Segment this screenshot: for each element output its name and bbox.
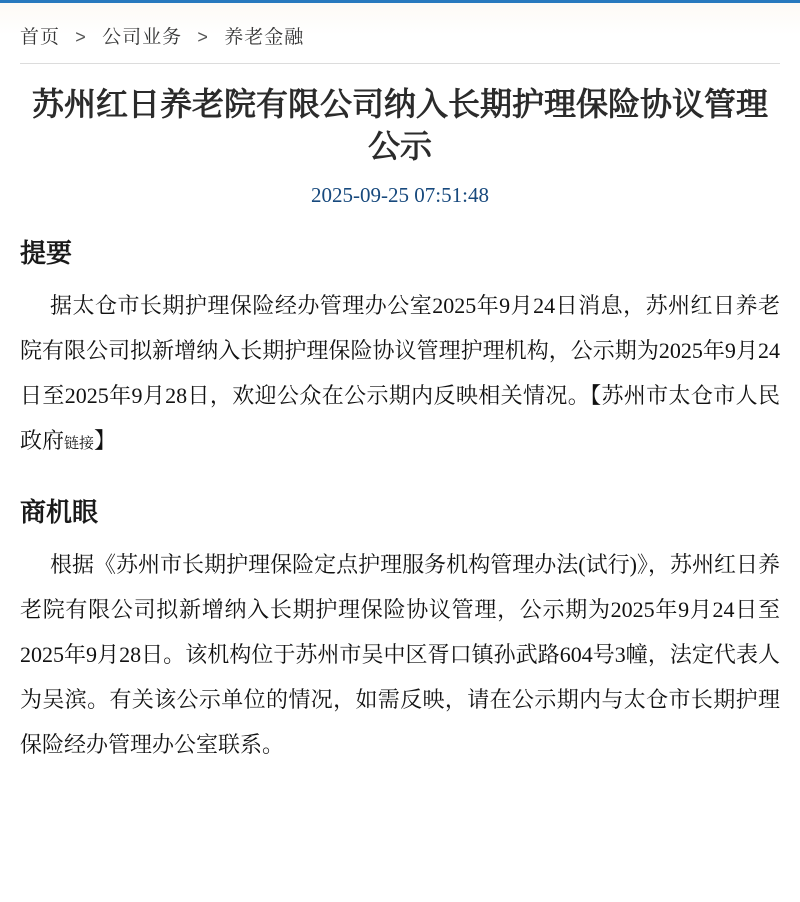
header-divider bbox=[20, 63, 780, 64]
summary-paragraph bbox=[20, 283, 780, 467]
breadcrumb-separator: > bbox=[75, 27, 87, 47]
breadcrumb bbox=[20, 22, 780, 49]
source-link[interactable]: 链接 bbox=[64, 436, 95, 452]
article-date: 2025-09-25 07:51:48 bbox=[311, 183, 489, 207]
breadcrumb-separator: > bbox=[197, 27, 209, 47]
breadcrumb-item-home[interactable]: 首页 bbox=[20, 27, 61, 48]
business-eye-paragraph: 根据《苏州市长期护理保险定点护理服务机构管理办法(试行)》，苏州红日养老院有限公司拟新增纳入长期护理保险协议管理，公示期为2025年9月24日至2025年9月28日。该机构位于苏州市吴中区胥口镇孙武路604号3幢，法定代表人为吴滨。有关该公示单位的情况，如需反映，请在公示期内与太仓市长期护理保险经办管理办公室联系。 bbox=[20, 552, 780, 757]
section-heading-business-eye: 商机眼 bbox=[20, 497, 99, 527]
summary-text: 据太仓市长期护理保险经办管理办公室2025年9月24日消息，苏州红日养老院有限公司拟新增纳入长期护理保险协议管理护理机构，公示期为2025年9月24日至2025年9月28日，欢迎公众在公示期内反映相关情况。【苏州市太仓市人民政府 bbox=[20, 293, 780, 453]
breadcrumb-item-company-business[interactable]: 公司业务 bbox=[102, 27, 183, 48]
page-header bbox=[0, 3, 800, 61]
summary-bracket-close: 】 bbox=[94, 428, 117, 453]
section-heading-summary: 提要 bbox=[20, 238, 73, 268]
article-title: 苏州红日养老院有限公司纳入长期护理保险协议管理公示 bbox=[31, 86, 768, 164]
breadcrumb-item-pension-finance[interactable]: 养老金融 bbox=[224, 27, 305, 48]
article-body bbox=[0, 83, 800, 791]
